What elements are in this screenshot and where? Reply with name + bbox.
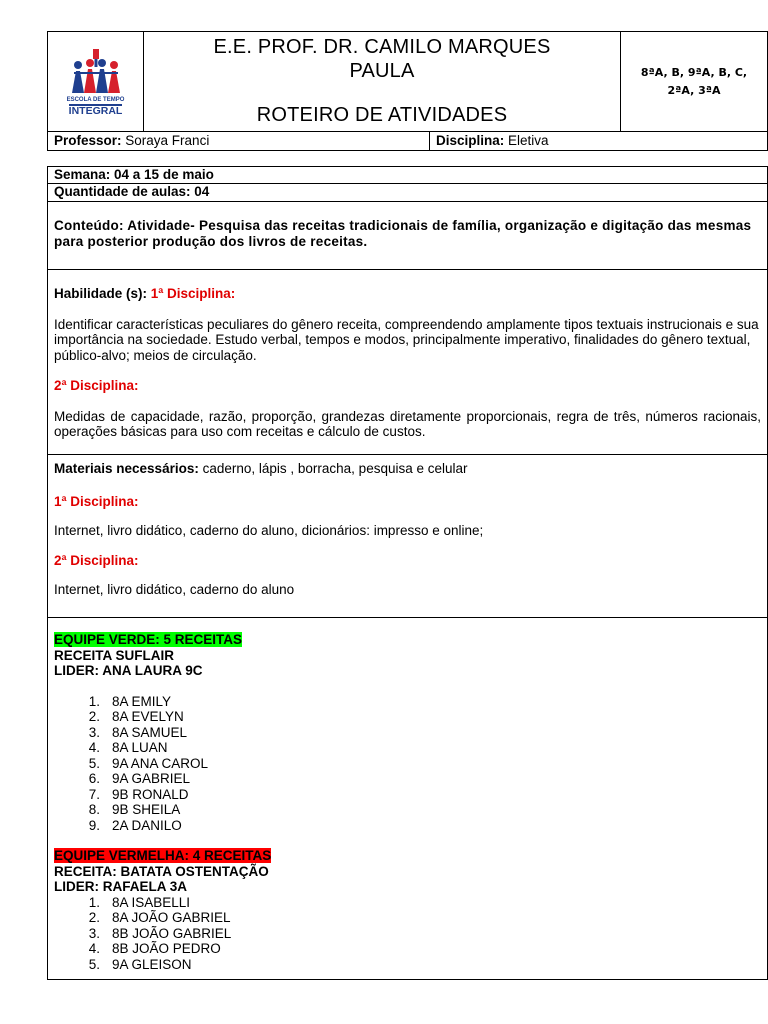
list-item <box>76 740 761 756</box>
materiais-d2-label: 2ª Disciplina: <box>54 552 139 568</box>
school-logo <box>58 47 134 117</box>
list-item <box>76 910 761 926</box>
escola-integral-logo-icon <box>68 47 124 95</box>
student-name: 8B JOÃO GABRIEL <box>112 925 232 941</box>
activities-table <box>47 166 768 980</box>
conteudo-text: Conteúdo: Atividade- Pesquisa das receitas tradicionais de família, organização e digitação das mesmas para posterior produção dos livros de receitas. <box>54 218 752 249</box>
student-name: 8A SAMUEL <box>112 724 188 740</box>
list-item <box>76 926 761 942</box>
list-item-number: 5. <box>88 755 100 771</box>
list-item <box>76 957 761 973</box>
logo-caption: ESCOLA DE TEMPO <box>66 96 125 103</box>
equipe-vermelha-receita: RECEITA: BATATA OSTENTAÇÃO <box>54 863 269 879</box>
list-item-number: 1. <box>88 894 100 910</box>
logo-wordmark: INTEGRAL <box>68 104 123 117</box>
list-item-number: 8. <box>88 802 100 817</box>
logo-cell <box>48 32 144 131</box>
student-name: 8B JOÃO PEDRO <box>112 941 221 956</box>
materiais-d1-text: Internet, livro didático, caderno do aluno, dicionários: impresso e online; <box>54 523 484 538</box>
semana-row <box>48 167 767 184</box>
title-cell <box>144 32 621 131</box>
student-name: 9B RONALD <box>112 786 189 802</box>
list-item-number: 4. <box>88 941 100 956</box>
student-name: 8A LUAN <box>112 740 168 755</box>
list-item <box>76 895 761 911</box>
list-item <box>76 818 761 834</box>
equipe-vermelha-list <box>54 895 761 973</box>
student-name: 9A GABRIEL <box>112 771 191 786</box>
list-item <box>76 787 761 803</box>
teacher-row <box>48 132 767 150</box>
list-item <box>76 941 761 957</box>
equipes-row <box>48 618 767 972</box>
disciplina-value: Eletiva <box>504 133 549 148</box>
disciplina-label: Disciplina: <box>436 133 505 148</box>
student-name: 9A GLEISON <box>112 956 192 972</box>
list-item <box>76 709 761 725</box>
school-name-line2: PAULA <box>349 60 415 82</box>
equipe-verde-receita: RECEITA SUFLAIR <box>54 647 174 663</box>
disciplina-cell <box>430 132 767 150</box>
student-name: 8A JOÃO GABRIEL <box>112 910 231 925</box>
equipe-verde-list <box>54 694 761 834</box>
quantidade-text: Quantidade de aulas: 04 <box>54 184 210 199</box>
student-name: 9B SHEILA <box>112 802 181 817</box>
professor-label: Professor: <box>54 133 122 148</box>
list-item-number: 9. <box>88 817 100 833</box>
list-item-number: 7. <box>88 786 100 802</box>
student-name: 8A ISABELLI <box>112 894 191 910</box>
series-cell <box>621 32 767 131</box>
list-item <box>76 771 761 787</box>
list-item-number: 4. <box>88 740 100 755</box>
list-item-number: 2. <box>88 910 100 925</box>
habilidade-d2-label: 2ª Disciplina: <box>54 378 139 393</box>
materiais-row <box>48 455 767 618</box>
habilidade-row <box>48 270 767 455</box>
student-name: 8A EVELYN <box>112 709 184 724</box>
list-item-number: 3. <box>88 925 100 941</box>
habilidade-d2-text: Medidas de capacidade, razão, proporção, grandezas diretamente proporcionais, regra de três, números racionais, operações básicas para uso com receitas e cálculo de custos. <box>54 408 761 439</box>
student-name: 8A EMILY <box>112 693 172 709</box>
list-item <box>76 694 761 710</box>
materiais-d1-label: 1ª Disciplina: <box>54 493 139 509</box>
semana-text: Semana: 04 a 15 de maio <box>54 167 214 182</box>
materiais-d2-text: Internet, livro didático, caderno do aluno <box>54 582 295 597</box>
materiais-value: caderno, lápis , borracha, pesquisa e celular <box>198 461 468 476</box>
professor-cell <box>48 132 430 150</box>
habilidade-d1-label: 1ª Disciplina: <box>150 286 236 301</box>
habilidade-d1-text: Identificar características peculiares do gênero receita, compreendendo amplamente tipos textuais instrucionais e sua importância na sociedade. Estudo verbal, tempos e modos, principalmente imperativo, finalidades do gênero textual, público-alvo; meios de circulação. <box>54 316 759 363</box>
quantidade-row <box>48 184 767 202</box>
equipe-vermelha-title: EQUIPE VERMELHA: 4 RECEITAS <box>54 848 272 863</box>
equipe-verde-title: EQUIPE VERDE: 5 RECEITAS <box>54 632 243 647</box>
list-item-number: 3. <box>88 724 100 740</box>
school-name-line1: E.E. PROF. DR. CAMILO MARQUES <box>213 36 551 58</box>
list-item-number: 1. <box>88 693 100 709</box>
list-item-number: 5. <box>88 956 100 972</box>
list-item <box>76 802 761 818</box>
student-name: 9A ANA CAROL <box>112 755 209 771</box>
document-title: ROTEIRO DE ATIVIDADES <box>256 104 508 126</box>
equipe-vermelha-lider: LIDER: RAFAELA 3A <box>54 879 188 894</box>
student-name: 2A DANILO <box>112 817 182 833</box>
equipe-verde-lider: LIDER: ANA LAURA 9C <box>54 663 203 678</box>
header-row <box>48 32 767 132</box>
list-item <box>76 756 761 772</box>
professor-value: Soraya Franci <box>121 133 210 148</box>
conteudo-row <box>48 202 767 270</box>
list-item-number: 6. <box>88 771 100 786</box>
header-table <box>47 31 768 151</box>
habilidade-label: Habilidade (s): <box>54 286 148 301</box>
list-item-number: 2. <box>88 709 100 724</box>
list-item <box>76 725 761 741</box>
series-text: 8ªA, B, 9ªA, B, C, 2ªA, 3ªA <box>640 65 748 97</box>
materiais-label: Materiais necessários: <box>54 461 199 476</box>
